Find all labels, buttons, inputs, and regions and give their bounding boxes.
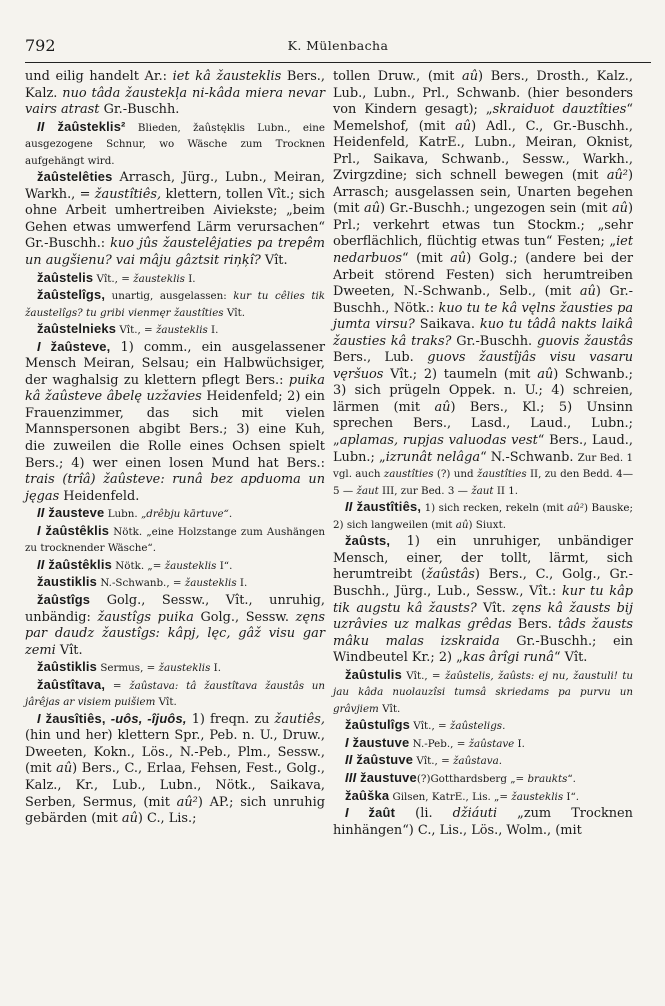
entry-text: Arrasch, Jürg., Lubn., Meiran, Warkh., = [25,170,325,202]
entry-text: I [345,734,353,750]
entry-text: Gr.-Buschh. [451,333,537,349]
entry-text: N.-Peb., = [409,737,469,750]
entry-text: guovs žaustîjâs visu vasaru vęršuos [333,350,633,382]
entry-text: Vît., = [116,324,156,337]
entry-text: = [105,679,130,692]
entry-text: I [345,805,369,821]
entry-text: Saikava. [414,317,480,333]
dictionary-entry [333,667,633,718]
entry-text: kur tu kâp tik augstu kâ žausts? [333,583,634,616]
page-number: 792 [25,36,56,55]
entry-text: II [37,118,58,134]
entry-text: žaûsteklis² [57,118,126,134]
entry-text: 1) comm., ein ausgelassener Mensch Meiran, Selsau; ein Halbwüchsiger, der waghalsig zu klettern pflegt Bers.: [25,339,325,388]
entry-text: Vît. [260,253,288,269]
entry-text: 1) ein unruhiger, unbändiger Mensch, einer, der tollt, lärmt, sich herumtreibt ( [333,534,633,583]
dictionary-entry [333,788,633,806]
entry-text: “. [567,772,576,785]
entry-text: = žausteklis [499,790,564,803]
entry-text: žausteve [48,505,105,521]
entry-text: žaûsteve, [50,338,111,354]
entry-text: žaûstelêties [37,169,113,185]
dictionary-entry [25,659,325,677]
entry-text: unartig, ausgelassen: [105,290,234,303]
entry-text: ) Adl., C., Gr.-Buschh., Heidenfeld, KatrE., Lubn., Meiran, Oknist, Prl., Saikava, Schwanb., Sessw., Warkh., Zvirgzdine; sich schnell bewegen (mit [333,118,633,184]
dictionary-entry [25,574,325,592]
entry-text: Sermus, = [97,662,159,675]
dictionary-entry [333,805,633,839]
entry-text: ) Bers., C., Golg., Gr.-Buschh., Jürg., Lub., Sessw., Vît.: [333,567,633,599]
entry-text: žaûstava. [453,755,502,768]
entry-text: Bers. [511,617,558,633]
entry-text: žaûsts, [345,533,391,549]
entry-text: N.-Schwanb., = [97,577,185,590]
entry-text: II [37,556,49,572]
entry-text: trais (trîâ) žaûsteve: runâ bez apduoma un jęgas [25,472,325,504]
dictionary-entry [25,677,325,711]
entry-text: zaustîties [383,468,434,481]
entry-text: II, zu den Bedd. 4—5 — [333,468,633,497]
entry-text: nuo tâda žaustekļa ni-kâda miera nevar vairs atrast [25,85,325,118]
left-column [25,69,325,839]
entry-text: klettern, tollen Vît.; sich ohne Arbeit umhertreiben Aiviekste; „beim Gehen etwas umwerfend Lärm verursachen“ Gr.-Buschh.: [25,186,326,252]
dictionary-entry [25,287,325,321]
entry-text: žaûstâs [426,567,475,583]
entry-text: aû² [567,502,585,515]
dictionary-entry [25,119,325,170]
entry-text: tâds žausts mâku malas izskraida [333,617,634,649]
entry-text: aû [434,399,451,415]
entry-text: Bers., Lub. [333,350,428,366]
dictionary-entry [25,592,325,659]
entry-text: (li. [395,806,453,822]
entry-text: Gr.-Buschh.; ein Windbeutel Kr.; 2) „ [333,633,633,666]
entry-text: žaustîtiês, [356,499,422,515]
entry-text: Vît., = [413,755,453,768]
entry-text: „drêbju kārtuve“. [140,508,233,521]
entry-text: tollen Druw., (mit [333,69,463,84]
entry-text: und eilig handelt Ar.: [25,69,173,84]
entry-text: žaûstava: tâ žaustîtava žaustâs un jârêjas ar visiem puišiem [25,679,325,709]
entry-text: žaustîgs puika [97,609,194,625]
entry-text: I. [236,577,248,590]
entry-text: I [37,522,46,538]
entry-text: aû [455,118,472,134]
entry-text: 1) sich recken, rekeln (mit [421,502,568,515]
entry-text: Golg., Sessw., Vît., unruhig, unbändig: [25,592,325,625]
entry-text: žausteklis [155,324,208,337]
entry-text: “ N.-Schwanb. [480,449,578,465]
entry-text: -uôs, -îjuôs, [110,710,187,726]
entry-text: (?)Gotthardsberg „ [416,772,516,785]
entry-text: žaûsteligs. [449,720,506,733]
entry-text: I“. [216,559,233,572]
entry-text: I. [514,737,525,750]
entry-text: žausteklis [184,577,237,590]
entry-text: Nötk. „eine Holzstange zum Aushängen zu trocknender Wäsche“. [25,525,325,555]
entry-text: žaustîties [476,468,527,481]
entry-text: žaûstîgs [37,591,91,607]
entry-text: ) Gr.-Buschh., Nötk.: [333,284,634,316]
dictionary-entry [25,69,325,119]
entry-text: žaûstîtava, [37,676,106,692]
entry-text: žausteklis [164,559,217,572]
entry-text: ) Bauske; 2) sich langweilen (mit [333,502,633,531]
dictionary-entry [333,735,633,753]
entry-text: zęns par daudz žaustîgs: kâpj, lęc, gâž visu gar zemi [25,609,325,658]
entry-text: Vît., = [410,720,450,733]
dictionary-entry [25,557,325,575]
entry-text: žaûstuve [356,752,414,768]
entry-text: žaûstelis, žaûsts: ej nu, žaustuli! tu jau kâda nuolauzîsi tumsâ skriedams pa purvu un grâvjiem [333,669,633,715]
entry-text: III [345,769,361,785]
entry-text: žaûstave [468,737,515,750]
entry-text: Golg., Sessw. [193,609,296,625]
entry-text: žaûstêklis [45,522,110,538]
entry-text: aplamas, rupjas valuodas vest [339,433,538,449]
entry-text: ) Gr.-Buschh.; ungezogen sein (mit [380,201,612,217]
dictionary-entry [25,339,325,505]
entry-text: aû [611,201,628,217]
dictionary-entry [25,169,325,269]
entry-text: 1) freqn. zu [186,711,275,727]
entry-text: Gilsen, KatrE., Lis. „ [389,790,500,803]
entry-text: II [345,752,357,768]
entry-text: I“. [563,790,579,803]
entry-text: žaût [368,805,396,821]
entry-text: aû [537,366,554,382]
entry-text: ) Arrasch; ausgelassen sein, Unarten begehen (mit [333,168,633,217]
entry-text: aû [364,201,381,217]
entry-text: ) Prl.; verkehrt etwas tun Stockm.; „sehr oberflächlich, flüchtig etwas tun“ Festen; „ [333,201,633,250]
entry-text: I [37,338,51,354]
entry-text: III, zur Bed. 3 — [378,484,472,497]
entry-text: Zur Bed. 1 vgl. auch [333,451,633,481]
entry-text: žaûška [345,787,390,803]
entry-text: žaut [471,484,494,497]
entry-text: žaustuve [352,734,410,750]
entry-text: Heidenfeld; 2) ein Frauenzimmer, das sich mit vielen Mannspersonen abgibt Bers.; 3) eine Kuh, die zuweilen die Rolle eines Ochsen spielt Bers.; 4) wer einen losen Mund hat Bers.: [25,389,325,471]
entry-text: aû² [606,168,628,184]
entry-text: žaûstelnieks [37,321,117,337]
entry-text: puika kâ žaûsteve âbelę uzžavies [25,372,325,405]
entry-text: izrunât nelâga [385,449,481,465]
entry-text: ) Bers., Kl.; 5) Unsinn sprechen Bers., Lasd., Laud., Lubn.; „ [333,399,633,449]
entry-text: aû [455,518,469,531]
entry-text: kur tu cêlies tik žaustelîgs? tu gribi vienmęr žaustîties [25,290,325,319]
dictionary-entry [333,499,633,533]
entry-text: Blieden, žaûstęklis Lubn., eine ausgezogene Schnur, wo Wäsche zum Trocknen aufgehängt wird. [25,121,325,167]
entry-text: ) Bers., C., Erlaa, Fehsen, Fest., Golg., Kalz., Kr., Lub., Lubn., Nötk., Saikava, Serben, Sermus, (mit [25,761,326,810]
entry-text: I. [207,324,219,337]
entry-text: žaûstêklis [48,556,112,572]
entry-text: kuo tu tâdâ nakts laikâ žausties kâ traks? [333,317,633,349]
dictionary-entry [25,711,325,828]
entry-text: “ Memelshof, (mit [333,102,633,134]
entry-text: ) Schwanb.; 3) sich prügeln Oppek. n. U.; 4) schreien, lärmen (mit [333,366,633,415]
dictionary-entry [25,270,325,288]
entry-text: aû [56,761,73,777]
entry-text: II [37,505,49,521]
entry-text: Vît.; 2) taumeln (mit [383,366,538,382]
entry-text: Vît. [155,696,177,709]
entry-text: Gr.-Buschh. [99,102,180,118]
entry-text: aû [121,811,138,827]
dictionary-entry [333,770,633,788]
entry-text: aû² [176,794,198,810]
text-columns [25,69,651,839]
entry-text: “ Bers., Laud., Lubn.; „ [333,433,633,465]
entry-text: žaustîtiês, [94,186,162,202]
dictionary-entry [333,752,633,770]
entry-text: žausteklis [133,272,185,285]
entry-text: aû [462,69,479,84]
entry-text: iet kâ žausteklis [172,69,282,84]
entry-text: „zum Trocknen hinhängen“) C., Lis., Lös., Wolm., (mit [333,806,633,838]
entry-text: aû [579,284,596,300]
entry-text: I [37,710,46,726]
entry-text: Vît. [55,642,83,658]
entry-text: žausîtiês, [45,710,106,726]
entry-text: Nötk. „= [111,559,165,572]
entry-text: Vît. [223,306,246,319]
right-column [333,69,633,839]
entry-text: žaustiklis [37,574,98,590]
dictionary-entry [25,523,325,557]
entry-text: žaûstelis [37,269,94,285]
entry-text: žaustuve [360,769,417,785]
entry-text: Lubn. [104,508,141,521]
page-header [25,34,651,63]
entry-text: žaûstulîgs [345,717,411,733]
entry-text: ) Siuxt. [468,518,507,531]
entry-text: Vît., = [93,272,134,285]
entry-text: aû [450,251,467,267]
entry-text: žaûstiklis [37,659,98,675]
dictionary-entry [25,505,325,523]
entry-text: = braukts [515,772,568,785]
entry-text: kuo tu te kâ vęlns žausties pa jumta virsu? [333,300,634,333]
entry-text: žaut [356,484,379,497]
entry-text: ) Golg.; (andere bei der Arbeit störend Festen) sich herumtreiben Dweeten, N.-Schwanb., Selb., (mit [333,251,633,300]
entry-text: žausteklis [158,662,211,675]
entry-text: ) AP.; sich unruhig gebärden (mit [25,794,325,827]
dictionary-entry [333,69,633,499]
entry-text: ) C., Lis.; [137,811,197,827]
entry-text: skraiduot dauztîties [492,102,627,118]
dictionary-entry [333,717,633,735]
entry-text: žautiês, [274,711,325,727]
dictionary-entry [333,533,633,666]
entry-text: kuo jûs žaustelêjaties pa trepêm un augšienu? vai mâju gâztsit riņķî? [25,236,325,269]
entry-text: Bers., Kalz. [25,69,326,101]
entry-text: iet nedarbuos [333,234,633,267]
dictionary-entry [25,321,325,339]
entry-text: “ (mit [401,251,451,267]
entry-text: žaûstelîgs, [37,287,106,303]
entry-text: Vît., = [401,669,445,682]
entry-text: Vît. [378,702,401,715]
entry-text: Vît. [476,600,512,616]
entry-text: Heidenfeld. [59,488,140,504]
entry-text: guovis žaustâs [536,333,633,349]
entry-text: kas ârîgi runâ [462,650,554,666]
entry-text: “ Vît. [553,650,588,666]
entry-text: žaûstulis [345,666,402,682]
entry-text: I. [184,272,196,285]
entry-text: II 1. [493,484,519,497]
entry-text: II [345,499,357,515]
entry-text: ) Bers., Drosth., Kalz., Lub., Lubn., Prl., Schwanb. (hier besonders von Kindern gesagt); „ [333,69,633,118]
entry-text: džiáuti [452,806,498,822]
entry-text: zęns kâ žausts bij uzrâvies uz malkas grêdas [333,600,633,633]
entry-text: (?) und [433,468,477,481]
running-title: K. Mülenbacha [287,38,389,53]
entry-text: (hin und her) klettern Spr., Peb. n. U., Druw., Dweeten, Kokn., Lös., N.-Peb., Plm., Sessw., (mit [25,728,325,777]
entry-text: I. [210,662,221,675]
